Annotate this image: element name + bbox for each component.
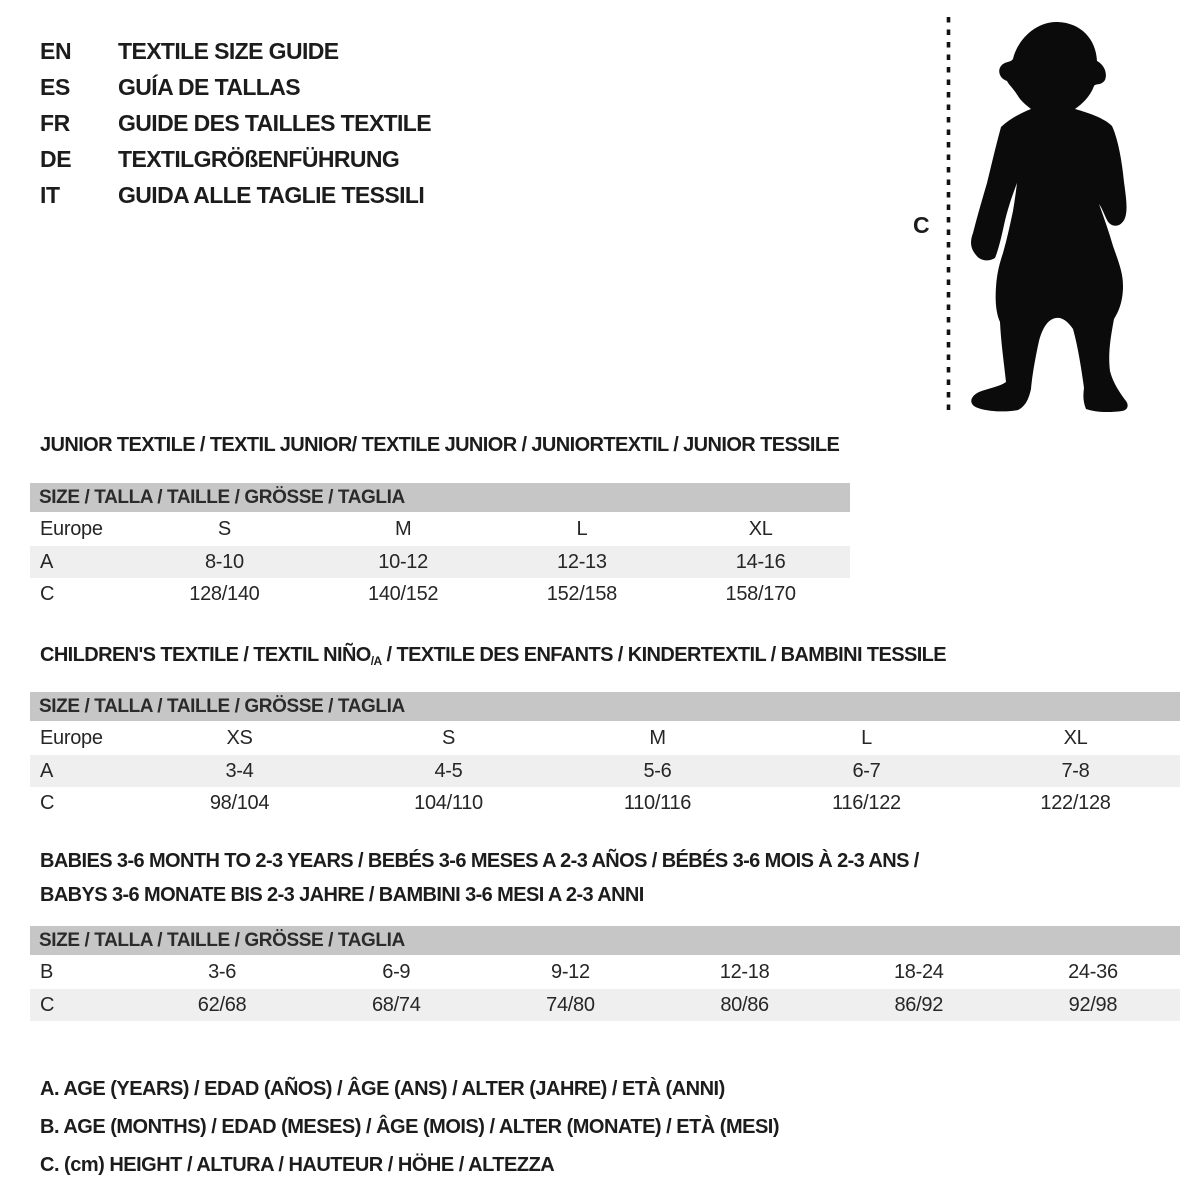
language-row-fr xyxy=(40,105,431,141)
age-cell: 3-4 xyxy=(225,759,254,782)
language-code: FR xyxy=(40,109,70,136)
language-guide-list xyxy=(40,33,431,213)
language-code: IT xyxy=(40,181,60,208)
height-cell: 158/170 xyxy=(725,582,796,605)
months-cell: 9-12 xyxy=(551,960,590,983)
height-cell: 122/128 xyxy=(1040,791,1111,814)
height-cell: 152/158 xyxy=(546,582,617,605)
children-section-title xyxy=(40,644,946,668)
table-row-height xyxy=(30,787,1180,819)
size-cell: L xyxy=(861,726,872,749)
language-title: GUIDE DES TAILLES TEXTILE xyxy=(118,109,431,136)
children-title-end: / TEXTILE DES ENFANTS / KINDERTEXTIL / BAMBINI TESSILE xyxy=(381,644,947,666)
months-cell: 18-24 xyxy=(893,960,944,983)
children-size-table xyxy=(30,692,1180,819)
size-cell: M xyxy=(394,517,412,540)
table-row-europe xyxy=(30,512,850,546)
legend-note-a: A. AGE (YEARS) / EDAD (AÑOS) / ÂGE (ANS) / ALTER (JAHRE) / ETÀ (ANNI) xyxy=(40,1077,725,1100)
language-title: TEXTILE SIZE GUIDE xyxy=(118,37,339,64)
height-cell: 128/140 xyxy=(189,582,260,605)
language-title: TEXTILGRÖßENFÜHRUNG xyxy=(118,145,400,172)
height-cell: 140/152 xyxy=(368,582,439,605)
height-dashed-line xyxy=(945,15,952,417)
row-label: A xyxy=(40,759,54,782)
months-cell: 3-6 xyxy=(208,960,237,983)
size-cell: S xyxy=(217,517,231,540)
age-cell: 14-16 xyxy=(735,550,786,573)
size-cell: M xyxy=(649,726,666,749)
height-cell: 98/104 xyxy=(209,791,270,814)
row-label: A xyxy=(40,550,54,573)
children-title-subscript: /A xyxy=(370,654,382,668)
babies-size-table xyxy=(30,926,1180,1021)
height-cell: 92/98 xyxy=(1068,993,1118,1016)
row-label: Europe xyxy=(40,517,103,540)
toddler-silhouette xyxy=(963,14,1138,414)
table-row-europe xyxy=(30,721,1180,755)
language-code: ES xyxy=(40,73,70,100)
junior-size-table xyxy=(30,483,850,610)
legend-note-c: C. (cm) HEIGHT / ALTURA / HAUTEUR / HÖHE / ALTEZZA xyxy=(40,1153,555,1176)
legend-notes xyxy=(40,1070,779,1184)
age-cell: 12-13 xyxy=(557,550,607,573)
table-row-height xyxy=(30,989,1180,1021)
size-cell: L xyxy=(576,517,588,540)
size-cell: S xyxy=(441,726,456,749)
size-cell: XL xyxy=(1063,726,1088,749)
table-row-age xyxy=(30,546,850,578)
row-label: B xyxy=(40,960,54,983)
language-code: DE xyxy=(40,145,72,172)
row-label: C xyxy=(40,582,55,605)
language-title: GUÍA DE TALLAS xyxy=(118,73,300,100)
height-measure-label: C xyxy=(913,212,930,238)
junior-section-title: JUNIOR TEXTILE / TEXTIL JUNIOR/ TEXTILE JUNIOR / JUNIORTEXTIL / JUNIOR TESSILE xyxy=(40,434,840,456)
height-cell: 116/122 xyxy=(832,791,901,814)
months-cell: 24-36 xyxy=(1068,960,1118,983)
height-cell: 80/86 xyxy=(720,993,769,1016)
babies-section-title-line1: BABIES 3-6 MONTH TO 2-3 YEARS / BEBÉS 3-6 MESES A 2-3 AÑOS / BÉBÉS 3-6 MOIS À 2-3 ANS / xyxy=(40,850,919,872)
age-cell: 6-7 xyxy=(852,759,881,782)
table-row-age xyxy=(30,755,1180,787)
size-cell: XL xyxy=(748,517,773,540)
table-header-bar: SIZE / TALLA / TAILLE / GRÖSSE / TAGLIA xyxy=(30,692,1180,721)
table-row-height xyxy=(30,578,850,610)
language-row-en xyxy=(40,33,431,69)
table-header-bar: SIZE / TALLA / TAILLE / GRÖSSE / TAGLIA xyxy=(30,483,850,512)
language-row-es xyxy=(40,69,431,105)
months-cell: 6-9 xyxy=(382,960,411,983)
age-cell: 7-8 xyxy=(1061,759,1090,782)
children-title-start: CHILDREN'S TEXTILE / TEXTIL NIÑO xyxy=(40,644,371,666)
legend-note-b: B. AGE (MONTHS) / EDAD (MESES) / ÂGE (MOIS) / ALTER (MONATE) / ETÀ (MESI) xyxy=(40,1115,780,1138)
age-cell: 10-12 xyxy=(378,550,428,573)
table-header-bar: SIZE / TALLA / TAILLE / GRÖSSE / TAGLIA xyxy=(30,926,1180,955)
row-label: C xyxy=(40,993,55,1016)
row-label: Europe xyxy=(40,726,103,749)
language-row-de xyxy=(40,141,431,177)
age-cell: 4-5 xyxy=(434,759,463,782)
row-label: C xyxy=(40,791,55,814)
language-row-it xyxy=(40,177,431,213)
table-row-months xyxy=(30,955,1180,989)
height-cell: 104/110 xyxy=(414,791,483,814)
size-cell: XS xyxy=(226,726,253,749)
months-cell: 12-18 xyxy=(719,960,770,983)
age-cell: 5-6 xyxy=(643,759,672,782)
height-cell: 110/116 xyxy=(623,791,692,814)
height-cell: 68/74 xyxy=(371,993,421,1016)
babies-section-title-line2: BABYS 3-6 MONATE BIS 2-3 JAHRE / BAMBINI 3-6 MESI A 2-3 ANNI xyxy=(40,884,644,906)
age-cell: 8-10 xyxy=(204,550,244,573)
height-cell: 86/92 xyxy=(894,993,944,1016)
height-cell: 62/68 xyxy=(197,993,247,1016)
height-cell: 74/80 xyxy=(546,993,595,1016)
language-code: EN xyxy=(40,37,72,64)
language-title: GUIDA ALLE TAGLIE TESSILI xyxy=(118,181,425,208)
